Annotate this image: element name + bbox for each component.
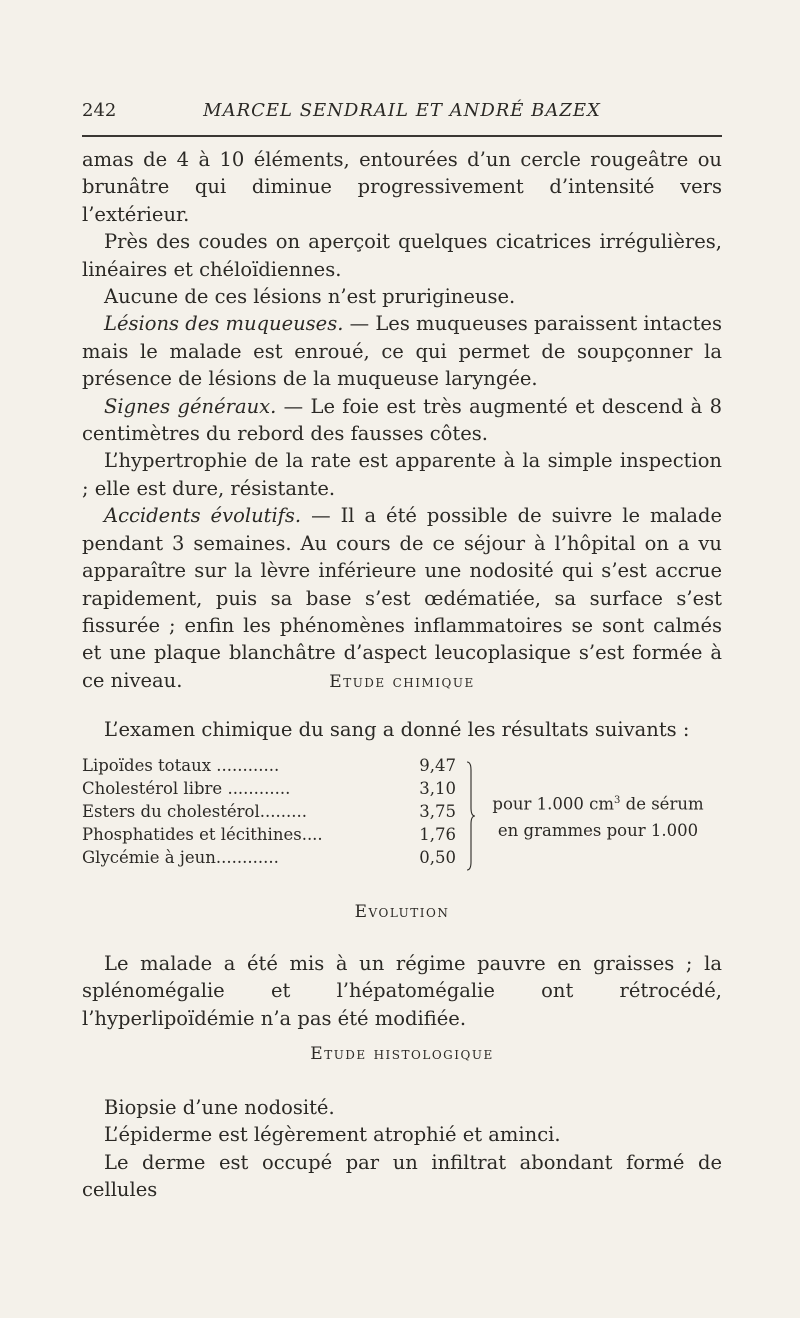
row-label: Cholestérol libre ............: [82, 779, 291, 798]
paragraph: L’épiderme est légèrement atrophié et aminci.: [104, 1123, 561, 1147]
section-title-evolution: Evolution: [354, 902, 450, 922]
paragraph: Près des coudes on aperçoit quelques cicatrices irrégulières, linéaires et chéloïdiennes.: [82, 230, 722, 281]
unit-line-2: en grammes pour 1.000: [497, 820, 699, 840]
row-value: 3,10: [419, 779, 456, 798]
row-value: 1,76: [419, 825, 456, 844]
header-rule: [82, 135, 722, 137]
section-title-etude-chimique: Etude chimique: [329, 672, 475, 692]
row-label: Glycémie à jeun............: [82, 848, 279, 867]
row-label: Phosphatides et lécithines....: [82, 825, 323, 844]
table-row: [82, 756, 482, 779]
paragraph: Le derme est occupé par un infiltrat abondant formé de cellules: [82, 1150, 722, 1202]
running-head: MARCEL SENDRAIL ET ANDRÉ BAZEX: [203, 100, 601, 121]
row-label: Esters du cholestérol.........: [82, 802, 307, 821]
paragraph: [82, 393, 722, 448]
paragraph-heading: Accidents évolutifs.: [104, 504, 302, 528]
paragraph: Le malade a été mis à un régime pauvre en graisses ; la splénomégalie et l’hépatomégalie ont rétrocédé, l’hyperlipoïdémie n’a pas été modifiée.: [82, 952, 722, 1030]
row-value: 3,75: [419, 802, 456, 821]
section-title-etude-histologique: Etude histologique: [310, 1044, 494, 1064]
page-header: [82, 96, 722, 126]
paragraph-heading: Lésions des muqueuses.: [104, 312, 344, 336]
chemistry-intro: [82, 716, 722, 743]
paragraph: [82, 310, 722, 392]
row-value: 0,50: [419, 848, 456, 867]
table-row: [82, 802, 482, 825]
evolution-text: [82, 950, 722, 1032]
paragraph-heading: Signes généraux.: [104, 394, 277, 418]
row-label: Lipoïdes totaux ............: [82, 756, 280, 775]
paragraph-body: — Il a été possible de suivre le malade pendant 3 semaines. Au cours de ce séjour à l’hôpital on a vu apparaître sur la lèvre inférieure une nodosité qui s’est accrue rapidement, puis sa base s’est œdématiée, sa surface s’est fissurée ; enfin les phénomènes inflammatoires se sont calmés et une plaque blanchâtre d’aspect leucoplasique s’est formée à ce niveau.: [82, 504, 722, 692]
unit-line-1: pour 1.000 $cm^3$ de sérum: [492, 794, 704, 814]
right-brace: [466, 760, 476, 872]
row-value: 9,47: [419, 756, 456, 775]
paragraph-body: — Le foie est très augmenté et descend à 8 centimètres du rebord des fausses côtes.: [82, 394, 722, 446]
paragraph: L’hypertrophie de la rate est apparente à la simple inspection ; elle est dure, résistante.: [82, 449, 722, 500]
paragraph-body: — Les muqueuses paraissent intactes mais le malade est enroué, ce qui permet de soupçonner la présence de lésions de la muqueuse laryngée.: [82, 312, 722, 391]
paragraph: Aucune de ces lésions n’est prurigineuse.: [104, 285, 516, 309]
paragraph: [82, 502, 722, 694]
table-row: [82, 825, 482, 848]
table-row: [82, 779, 482, 802]
blood-results-table: [82, 756, 722, 876]
table-row: [82, 848, 482, 871]
paragraph: L’examen chimique du sang a donné les résultats suivants :: [104, 718, 690, 741]
page-number: 242: [82, 100, 117, 121]
paragraph: amas de 4 à 10 éléments, entourées d’un cercle rougeâtre ou brunâtre qui diminue progressivement d’intensité vers l’extérieur.: [82, 148, 722, 226]
unit-note: [478, 788, 718, 844]
intro-text: [82, 146, 722, 694]
histology-text: [82, 1094, 722, 1204]
paragraph: Biopsie d’une nodosité.: [104, 1096, 335, 1119]
